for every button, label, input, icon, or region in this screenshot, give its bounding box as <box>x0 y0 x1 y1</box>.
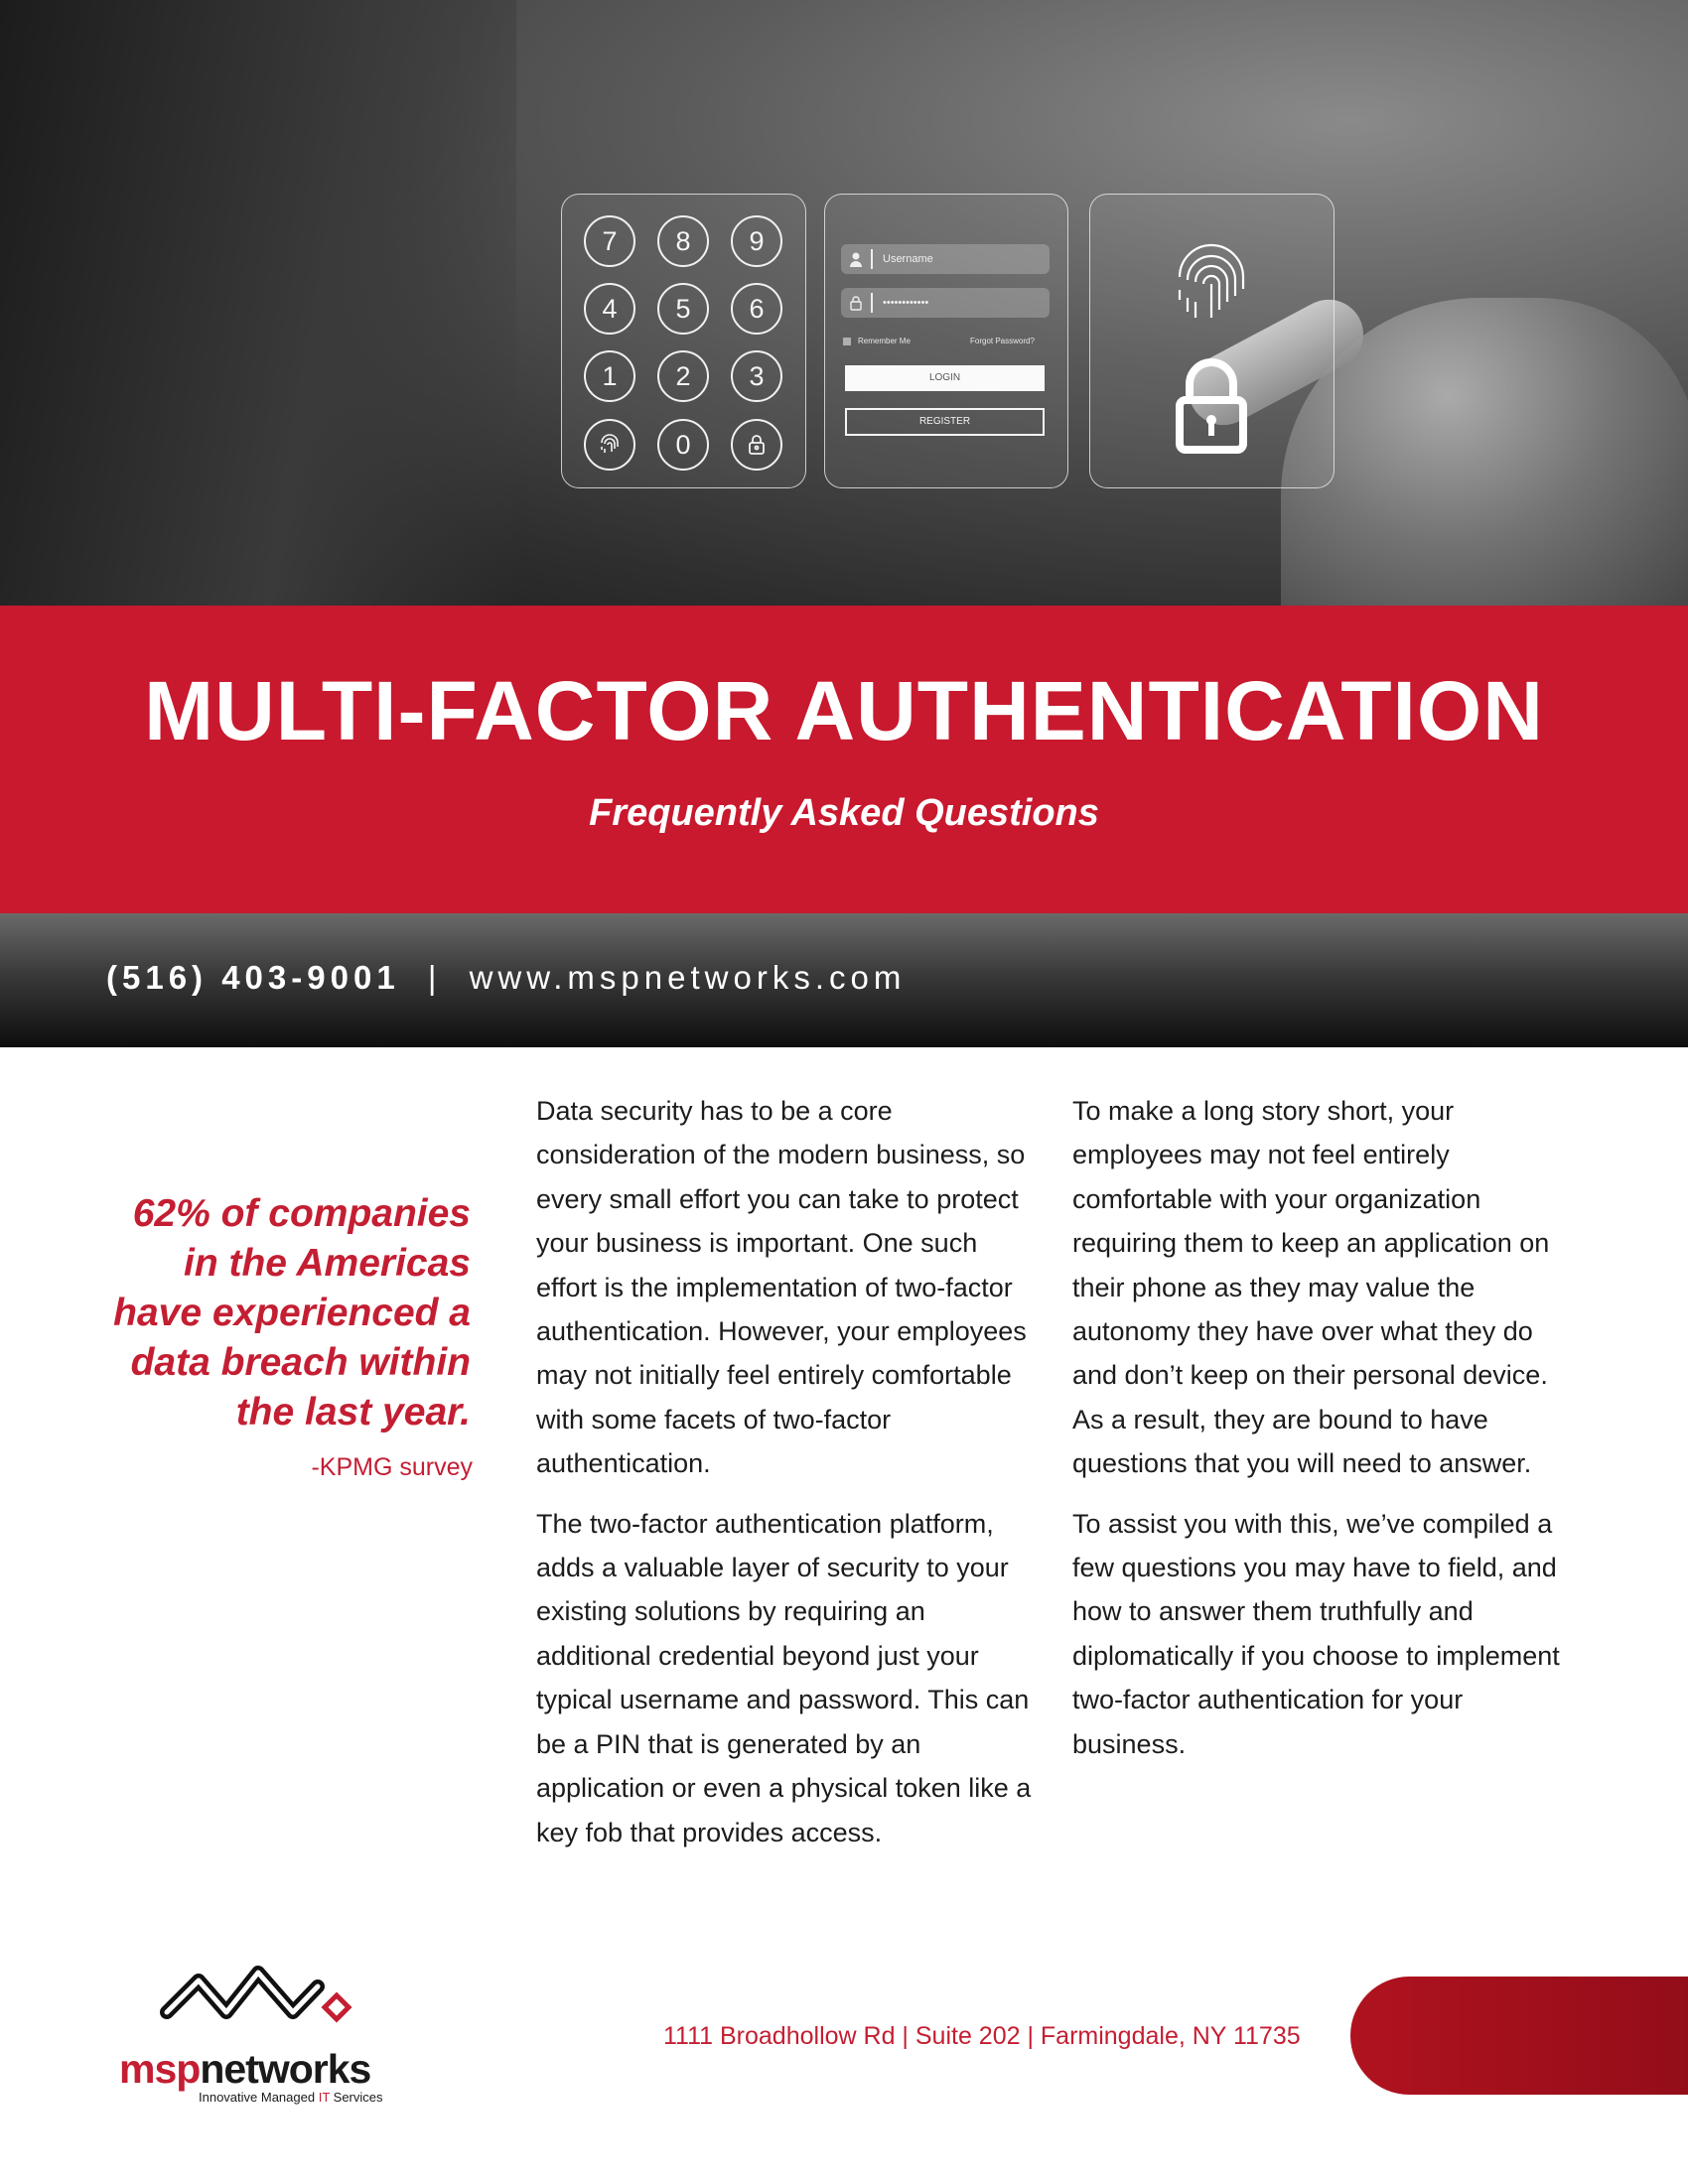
fingerprint-icon <box>584 419 635 471</box>
keypad-key: 1 <box>584 350 635 402</box>
footer-address: 1111 Broadhollow Rd | Suite 202 | Farmingdale, NY 11735 <box>663 2022 1301 2050</box>
page-title: MULTI-FACTOR AUTHENTICATION <box>144 664 1544 757</box>
body-column-2 <box>1072 1089 1579 1782</box>
laptop-shadow <box>0 0 516 606</box>
paragraph: Data security has to be a core consideration of the modern business, so every small effort you can take to protect your business is important. One such effort is the implementation of two-factor authentication. However, your employees may not initially feel entirely comfortable with some facets of two-factor authentication. <box>536 1096 1027 1479</box>
password-value: •••••••••••• <box>883 297 929 309</box>
paragraph: To make a long story short, your employees may not feel entirely comfortable with your organization requiring them to keep an application on their phone as they may value the autonomy they have over what they do and don’t keep on their personal device. As a result, they are bound to have questions that you will need to answer. <box>1072 1096 1550 1479</box>
contact-line <box>106 959 906 997</box>
remember-checkbox <box>843 338 851 345</box>
logo-word-networks: networks <box>200 2046 371 2092</box>
paragraph: The two-factor authentication platform, adds a valuable layer of security to your existing solutions by requiring an additional credential beyond just your typical username and password. This can be a PIN that is generated by an application or even a physical token like a key fob that provides access. <box>536 1508 1032 1847</box>
keypad-key: 7 <box>584 215 635 267</box>
logo-word-msp: msp <box>119 2046 201 2092</box>
logo-tagline <box>199 2090 383 2105</box>
logo-mark-icon <box>159 1951 367 2040</box>
logo-wordmark <box>119 2046 370 2093</box>
quote-source: -KPMG survey <box>311 1453 473 1481</box>
keypad-key: 8 <box>657 215 709 267</box>
tagline-it: IT <box>318 2090 331 2105</box>
contact-separator: | <box>427 959 442 996</box>
title-banner <box>0 606 1688 913</box>
keypad-key: 3 <box>731 350 782 402</box>
body-column-1 <box>536 1089 1033 1870</box>
tagline-text: Services <box>330 2090 383 2105</box>
register-button: REGISTER <box>845 408 1045 436</box>
forgot-label: Forgot Password? <box>970 337 1035 345</box>
tagline-text: Innovative Managed <box>199 2090 319 2105</box>
user-icon <box>849 251 863 267</box>
company-logo <box>119 1951 427 2110</box>
keypad-key: 5 <box>657 283 709 335</box>
page-subtitle: Frequently Asked Questions <box>589 792 1099 834</box>
keypad-key: 9 <box>731 215 782 267</box>
padlock-icon <box>1172 348 1251 458</box>
footer-accent-pill <box>1350 1977 1688 2095</box>
username-field <box>841 244 1050 274</box>
biometric-panel <box>1089 194 1335 488</box>
fingerprint-icon <box>1160 232 1264 332</box>
keypad-key: 2 <box>657 350 709 402</box>
pull-quote: 62% of companies in the Americas have experienced a data breach within the last year. <box>113 1192 471 1433</box>
website-link[interactable]: www.mspnetworks.com <box>469 959 907 996</box>
keypad-panel <box>561 194 806 488</box>
lock-icon <box>731 419 782 471</box>
keypad-key: 4 <box>584 283 635 335</box>
login-button: LOGIN <box>845 365 1045 391</box>
username-placeholder: Username <box>883 253 933 265</box>
phone-number: (516) 403-9001 <box>106 959 400 996</box>
hero-image <box>0 0 1688 606</box>
login-panel <box>824 194 1068 488</box>
remember-label: Remember Me <box>858 337 911 345</box>
lock-icon <box>849 295 863 311</box>
keypad-key: 0 <box>657 419 709 471</box>
password-field <box>841 288 1050 318</box>
keypad-key: 6 <box>731 283 782 335</box>
paragraph: To assist you with this, we’ve compiled a few questions you may have to field, and how to answer them truthfully and diplomatically if you choose to implement two-factor authentication for your business. <box>1072 1508 1560 1759</box>
